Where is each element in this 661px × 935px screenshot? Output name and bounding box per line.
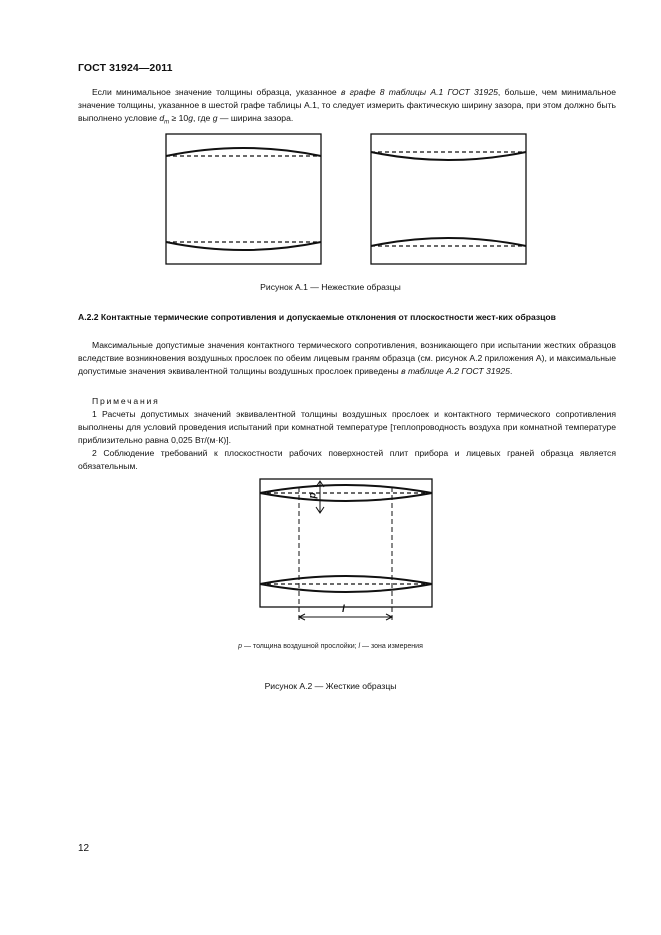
label-p: p xyxy=(307,492,319,499)
paragraph-contact-resistance: Максимальные допустимые значения контактного термического сопротивления, возникающего при испытании жестких образцов вследствие возникновения воздушных прослоек по обеим лицевым граням образца (см. рисунок А.2 приложения А), и максимальные допустимые значения эквивалентной толщины воздушных прослоек приведены в таблице А.2 ГОСТ 31925. xyxy=(78,340,616,376)
figure-a1-caption: Рисунок А.1 — Нежесткие образцы xyxy=(260,282,401,292)
figure-a1-drawing xyxy=(0,128,661,288)
figure-a2-caption: Рисунок А.2 — Жесткие образцы xyxy=(264,681,397,691)
figure-a2-drawing xyxy=(0,473,661,633)
notes-title: Примечания xyxy=(92,396,160,406)
figure-a2-legend: p — толщина воздушной прослойки; l — зона измерения xyxy=(238,643,423,650)
paragraph-condition: Если минимальное значение толщины образца, указанное в графе 8 таблицы А.1 ГОСТ 31925, больше, чем минимальное значение толщины, указанное в шестой графе таблицы А.1, то следует измерить фактическую ширину зазора, при этом должно быть выполнено условие $d_m \ge 10g$, где g — ширина зазора. xyxy=(78,87,616,126)
table-reference: в таблице А.2 ГОСТ 31925 xyxy=(401,366,510,376)
specimen-right-frame xyxy=(371,134,526,264)
standard-reference: в графе 8 таблицы А.1 ГОСТ 31925 xyxy=(340,87,498,97)
document-header: ГОСТ 31924—2011 xyxy=(78,62,173,74)
label-l: l xyxy=(342,604,345,615)
note-2: 2 Соблюдение требований к плоскостности рабочих поверхностей плит прибора и лицевых граней образца является обязательным. xyxy=(78,448,616,471)
note-1: 1 Расчеты допустимых значений эквивалентной толщины воздушных прослоек и контактного термического сопротивления выполнены для условий проведения испытаний при комнатной температуре [теплопроводность воздуха при комнатной температуре приблизительно равна 0,025 Вт/(м·К)]. xyxy=(78,409,616,445)
section-heading: А.2.2 Контактные термические сопротивления и допускаемые отклонения от плоскостности жест-ких образцов xyxy=(78,312,556,322)
specimen-left-frame xyxy=(166,134,321,264)
page-number: 12 xyxy=(78,843,90,854)
